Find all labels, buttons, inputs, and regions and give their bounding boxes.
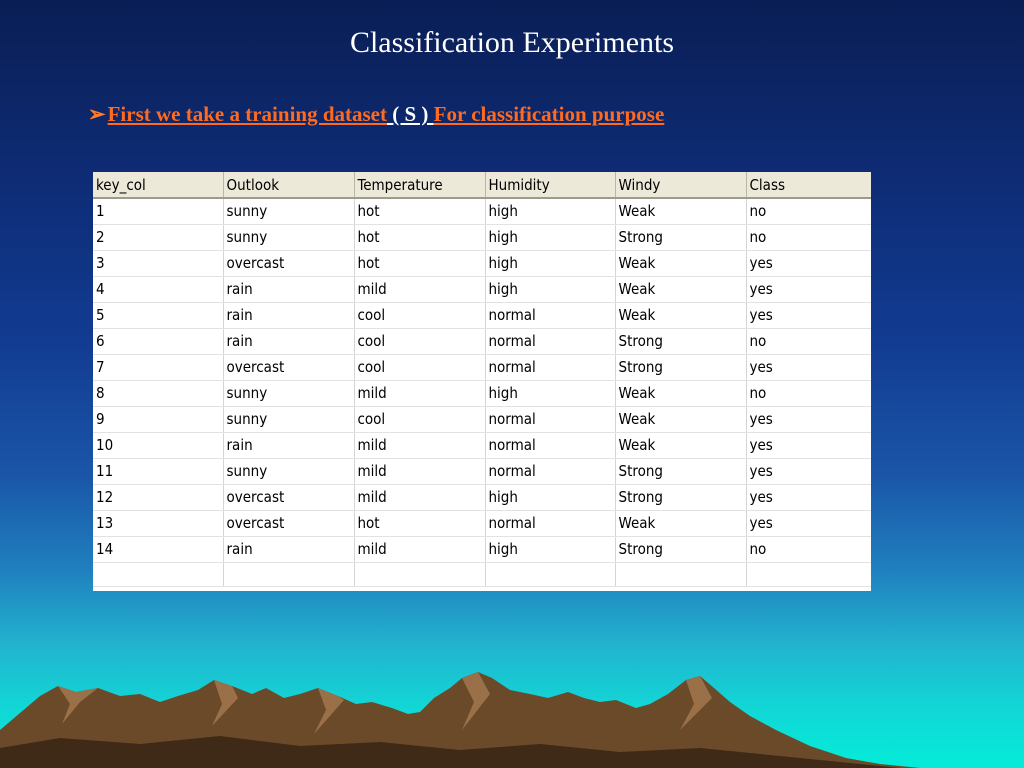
header-row [93, 172, 871, 198]
bullet-text-training-dataset: First we take a training dataset [107, 102, 387, 126]
table-row[interactable] [93, 458, 871, 484]
cell-outlook[interactable]: overcast [223, 250, 354, 276]
cell-outlook[interactable]: sunny [223, 458, 354, 484]
cell-key-col[interactable]: 3 [93, 250, 223, 276]
table-row[interactable] [93, 406, 871, 432]
cell-humidity[interactable]: high [485, 250, 615, 276]
cell-humidity[interactable]: normal [485, 406, 615, 432]
cell-outlook[interactable]: sunny [223, 380, 354, 406]
cell-temperature[interactable]: mild [354, 484, 485, 510]
cell-outlook[interactable]: rain [223, 302, 354, 328]
column-header-key-col[interactable]: key_col [93, 172, 223, 198]
bullet-text-purpose: For classification purpose [433, 102, 665, 126]
cell-key-col[interactable]: 4 [93, 276, 223, 302]
cell-outlook[interactable]: sunny [223, 406, 354, 432]
cell-humidity[interactable]: high [485, 198, 615, 224]
column-header-outlook[interactable]: Outlook [223, 172, 354, 198]
arrow-bullet-icon: ➢ [88, 102, 106, 126]
cell-class[interactable]: yes [746, 406, 871, 432]
column-header-windy[interactable]: Windy [615, 172, 746, 198]
cell-class[interactable]: yes [746, 250, 871, 276]
cell-outlook[interactable]: sunny [223, 224, 354, 250]
cell-humidity[interactable]: normal [485, 354, 615, 380]
cell-outlook[interactable]: rain [223, 536, 354, 562]
cell-windy[interactable]: Strong [615, 484, 746, 510]
cell-temperature[interactable]: hot [354, 250, 485, 276]
cell-key-col[interactable]: 6 [93, 328, 223, 354]
cell-class[interactable]: yes [746, 510, 871, 536]
cell-temperature[interactable]: mild [354, 536, 485, 562]
cell-empty[interactable] [746, 562, 871, 586]
cell-humidity[interactable]: high [485, 484, 615, 510]
cell-windy[interactable]: Strong [615, 224, 746, 250]
cell-outlook[interactable]: rain [223, 432, 354, 458]
cell-class[interactable]: no [746, 328, 871, 354]
table-row[interactable] [93, 302, 871, 328]
table-row[interactable] [93, 432, 871, 458]
bullet-text-set-symbol: ( S ) [387, 102, 434, 126]
cell-empty[interactable] [485, 562, 615, 586]
cell-temperature[interactable]: mild [354, 458, 485, 484]
cell-key-col[interactable]: 12 [93, 484, 223, 510]
cell-humidity[interactable]: normal [485, 328, 615, 354]
table-body [93, 198, 871, 586]
cell-outlook[interactable]: rain [223, 276, 354, 302]
column-header-humidity[interactable]: Humidity [485, 172, 615, 198]
table-row[interactable] [93, 354, 871, 380]
new-record-row[interactable] [93, 562, 871, 586]
mountain-range-illustration [0, 668, 1024, 768]
cell-class[interactable]: yes [746, 354, 871, 380]
cell-key-col[interactable]: 1 [93, 198, 223, 224]
cell-outlook[interactable]: rain [223, 328, 354, 354]
cell-key-col[interactable]: 11 [93, 458, 223, 484]
cell-key-col[interactable]: 10 [93, 432, 223, 458]
slide-title: Classification Experiments [349, 26, 675, 59]
column-header-class[interactable]: Class [746, 172, 871, 198]
cell-temperature[interactable]: hot [354, 510, 485, 536]
cell-outlook[interactable]: overcast [223, 354, 354, 380]
cell-humidity[interactable]: normal [485, 302, 615, 328]
cell-empty[interactable] [93, 562, 223, 586]
cell-temperature[interactable]: cool [354, 302, 485, 328]
table-row[interactable] [93, 536, 871, 562]
cell-humidity[interactable]: high [485, 224, 615, 250]
cell-temperature[interactable]: hot [354, 224, 485, 250]
cell-temperature[interactable]: cool [354, 406, 485, 432]
cell-class[interactable]: yes [746, 276, 871, 302]
cell-key-col[interactable]: 2 [93, 224, 223, 250]
table-row[interactable] [93, 510, 871, 536]
cell-temperature[interactable]: cool [354, 328, 485, 354]
datasheet-grid [93, 172, 871, 591]
cell-humidity[interactable]: high [485, 276, 615, 302]
cell-class[interactable]: yes [746, 458, 871, 484]
table-row[interactable] [93, 380, 871, 406]
bullet-line [88, 102, 664, 127]
cell-windy[interactable]: Strong [615, 328, 746, 354]
cell-outlook[interactable]: sunny [223, 198, 354, 224]
cell-class[interactable]: yes [746, 302, 871, 328]
cell-windy[interactable]: Weak [615, 380, 746, 406]
cell-windy[interactable]: Strong [615, 458, 746, 484]
cell-key-col[interactable]: 9 [93, 406, 223, 432]
cell-key-col[interactable]: 8 [93, 380, 223, 406]
cell-temperature[interactable]: hot [354, 198, 485, 224]
cell-temperature[interactable]: cool [354, 354, 485, 380]
cell-class[interactable]: no [746, 536, 871, 562]
table-row[interactable] [93, 328, 871, 354]
cell-outlook[interactable]: overcast [223, 484, 354, 510]
cell-windy[interactable]: Weak [615, 276, 746, 302]
cell-class[interactable]: no [746, 224, 871, 250]
cell-class[interactable]: no [746, 380, 871, 406]
cell-class[interactable]: yes [746, 484, 871, 510]
cell-windy[interactable]: Strong [615, 536, 746, 562]
cell-empty[interactable] [223, 562, 354, 586]
cell-windy[interactable]: Weak [615, 198, 746, 224]
cell-windy[interactable]: Strong [615, 354, 746, 380]
cell-temperature[interactable]: mild [354, 380, 485, 406]
cell-windy[interactable]: Weak [615, 302, 746, 328]
table-row[interactable] [93, 276, 871, 302]
cell-windy[interactable]: Weak [615, 250, 746, 276]
cell-humidity[interactable]: normal [485, 432, 615, 458]
cell-outlook[interactable]: overcast [223, 510, 354, 536]
cell-humidity[interactable]: normal [485, 458, 615, 484]
cell-humidity[interactable]: high [485, 536, 615, 562]
cell-humidity[interactable]: high [485, 380, 615, 406]
cell-key-col[interactable]: 13 [93, 510, 223, 536]
table-row[interactable] [93, 224, 871, 250]
cell-temperature[interactable]: mild [354, 432, 485, 458]
cell-windy[interactable]: Weak [615, 406, 746, 432]
column-header-temperature[interactable]: Temperature [354, 172, 485, 198]
training-dataset-table [93, 172, 871, 587]
cell-humidity[interactable]: normal [485, 510, 615, 536]
cell-empty[interactable] [354, 562, 485, 586]
table-row[interactable] [93, 198, 871, 224]
cell-empty[interactable] [615, 562, 746, 586]
table-row[interactable] [93, 250, 871, 276]
cell-windy[interactable]: Weak [615, 432, 746, 458]
cell-class[interactable]: yes [746, 432, 871, 458]
cell-key-col[interactable]: 14 [93, 536, 223, 562]
cell-class[interactable]: no [746, 198, 871, 224]
cell-temperature[interactable]: mild [354, 276, 485, 302]
table-row[interactable] [93, 484, 871, 510]
cell-key-col[interactable]: 7 [93, 354, 223, 380]
cell-key-col[interactable]: 5 [93, 302, 223, 328]
cell-windy[interactable]: Weak [615, 510, 746, 536]
